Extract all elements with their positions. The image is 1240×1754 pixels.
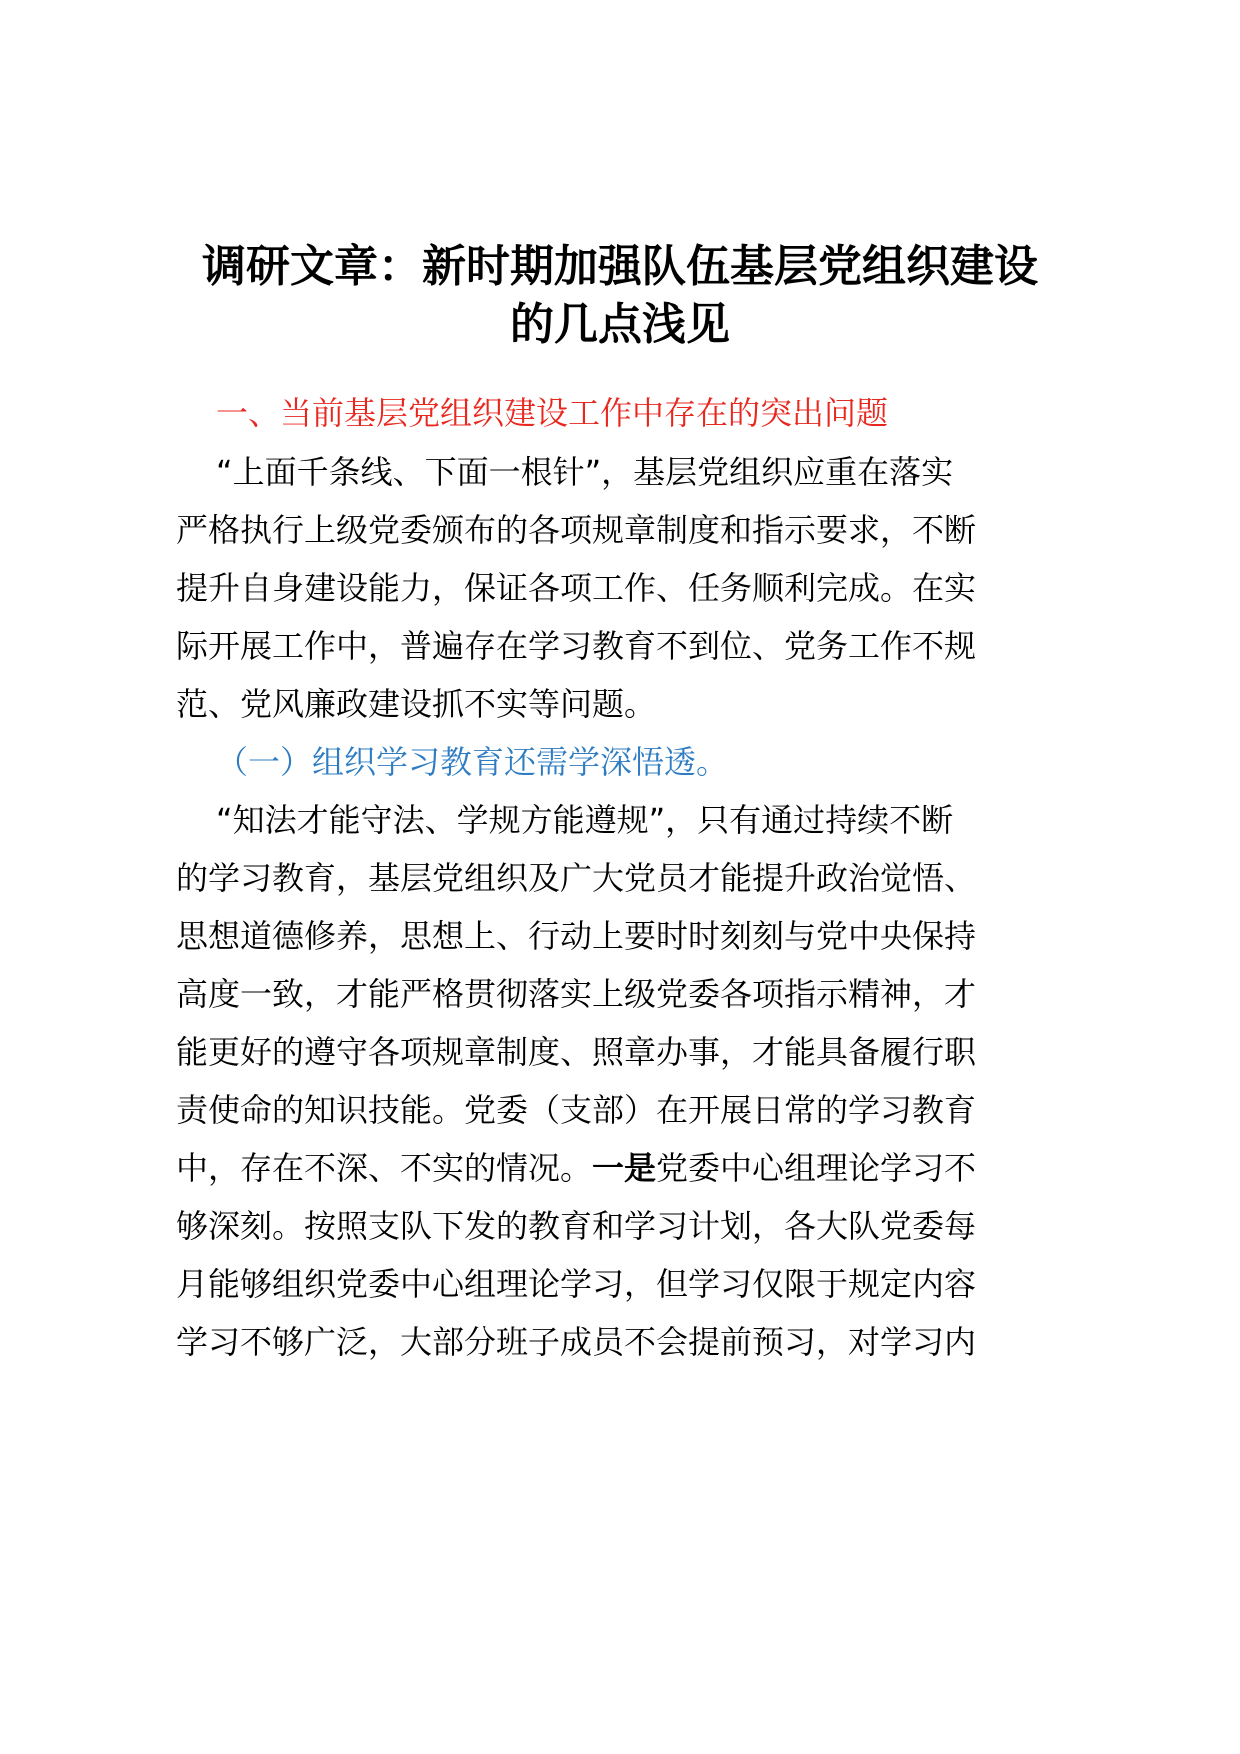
paragraph-2-line-3: 思想道德修养，思想上、行动上要时时刻刻与党中央保持 [176,917,977,955]
paragraph-2-line-5: 能更好的遵守各项规章制度、照章办事，才能具备履行职 [176,1033,977,1071]
paragraph-2-line-1: “知法才能守法、学规方能遵规”，只有通过持续不断 [216,801,954,839]
paragraph-2-line-9: 月能够组织党委中心组理论学习，但学习仅限于规定内容 [176,1265,977,1303]
paragraph-1-line-1: “上面千条线、下面一根针”，基层党组织应重在落实 [216,453,954,491]
section-heading-1: 一、当前基层党组织建设工作中存在的突出问题 [216,394,889,432]
paragraph-2-line-4: 高度一致，才能严格贯彻落实上级党委各项指示精神，才 [176,975,977,1013]
subsection-heading-1: （一）组织学习教育还需学深悟透。 [216,743,729,781]
title-line-2: 的几点浅见 [510,299,730,350]
paragraph-1-line-3: 提升自身建设能力，保证各项工作、任务顺利完成。在实 [176,569,977,607]
paragraph-2-line-2: 的学习教育，基层党组织及广大党员才能提升政治觉悟、 [176,859,977,897]
paragraph-2-line-6: 责使命的知识技能。党委（支部）在开展日常的学习教育 [176,1091,977,1129]
paragraph-2-line-10: 学习不够广泛，大部分班子成员不会提前预习，对学习内 [176,1323,977,1361]
paragraph-2-line-8: 够深刻。按照支队下发的教育和学习计划，各大队党委每 [176,1207,977,1245]
paragraph-2-line-7-suffix: 党委中心组理论学习不 [656,1149,977,1187]
paragraph-1-line-5: 范、党风廉政建设抓不实等问题。 [176,685,657,723]
title-line-1: 调研文章：新时期加强队伍基层党组织建设 [202,241,1038,292]
paragraph-2-line-7 [176,1148,976,1188]
paragraph-2-line-7-prefix: 中，存在不深、不实的情况。 [176,1149,593,1187]
document-title [150,238,1090,354]
emphasis-first-point: 一是 [592,1149,657,1187]
paragraph-1-line-4: 际开展工作中，普遍存在学习教育不到位、党务工作不规 [176,627,977,665]
paragraph-1-line-2: 严格执行上级党委颁布的各项规章制度和指示要求，不断 [176,511,977,549]
